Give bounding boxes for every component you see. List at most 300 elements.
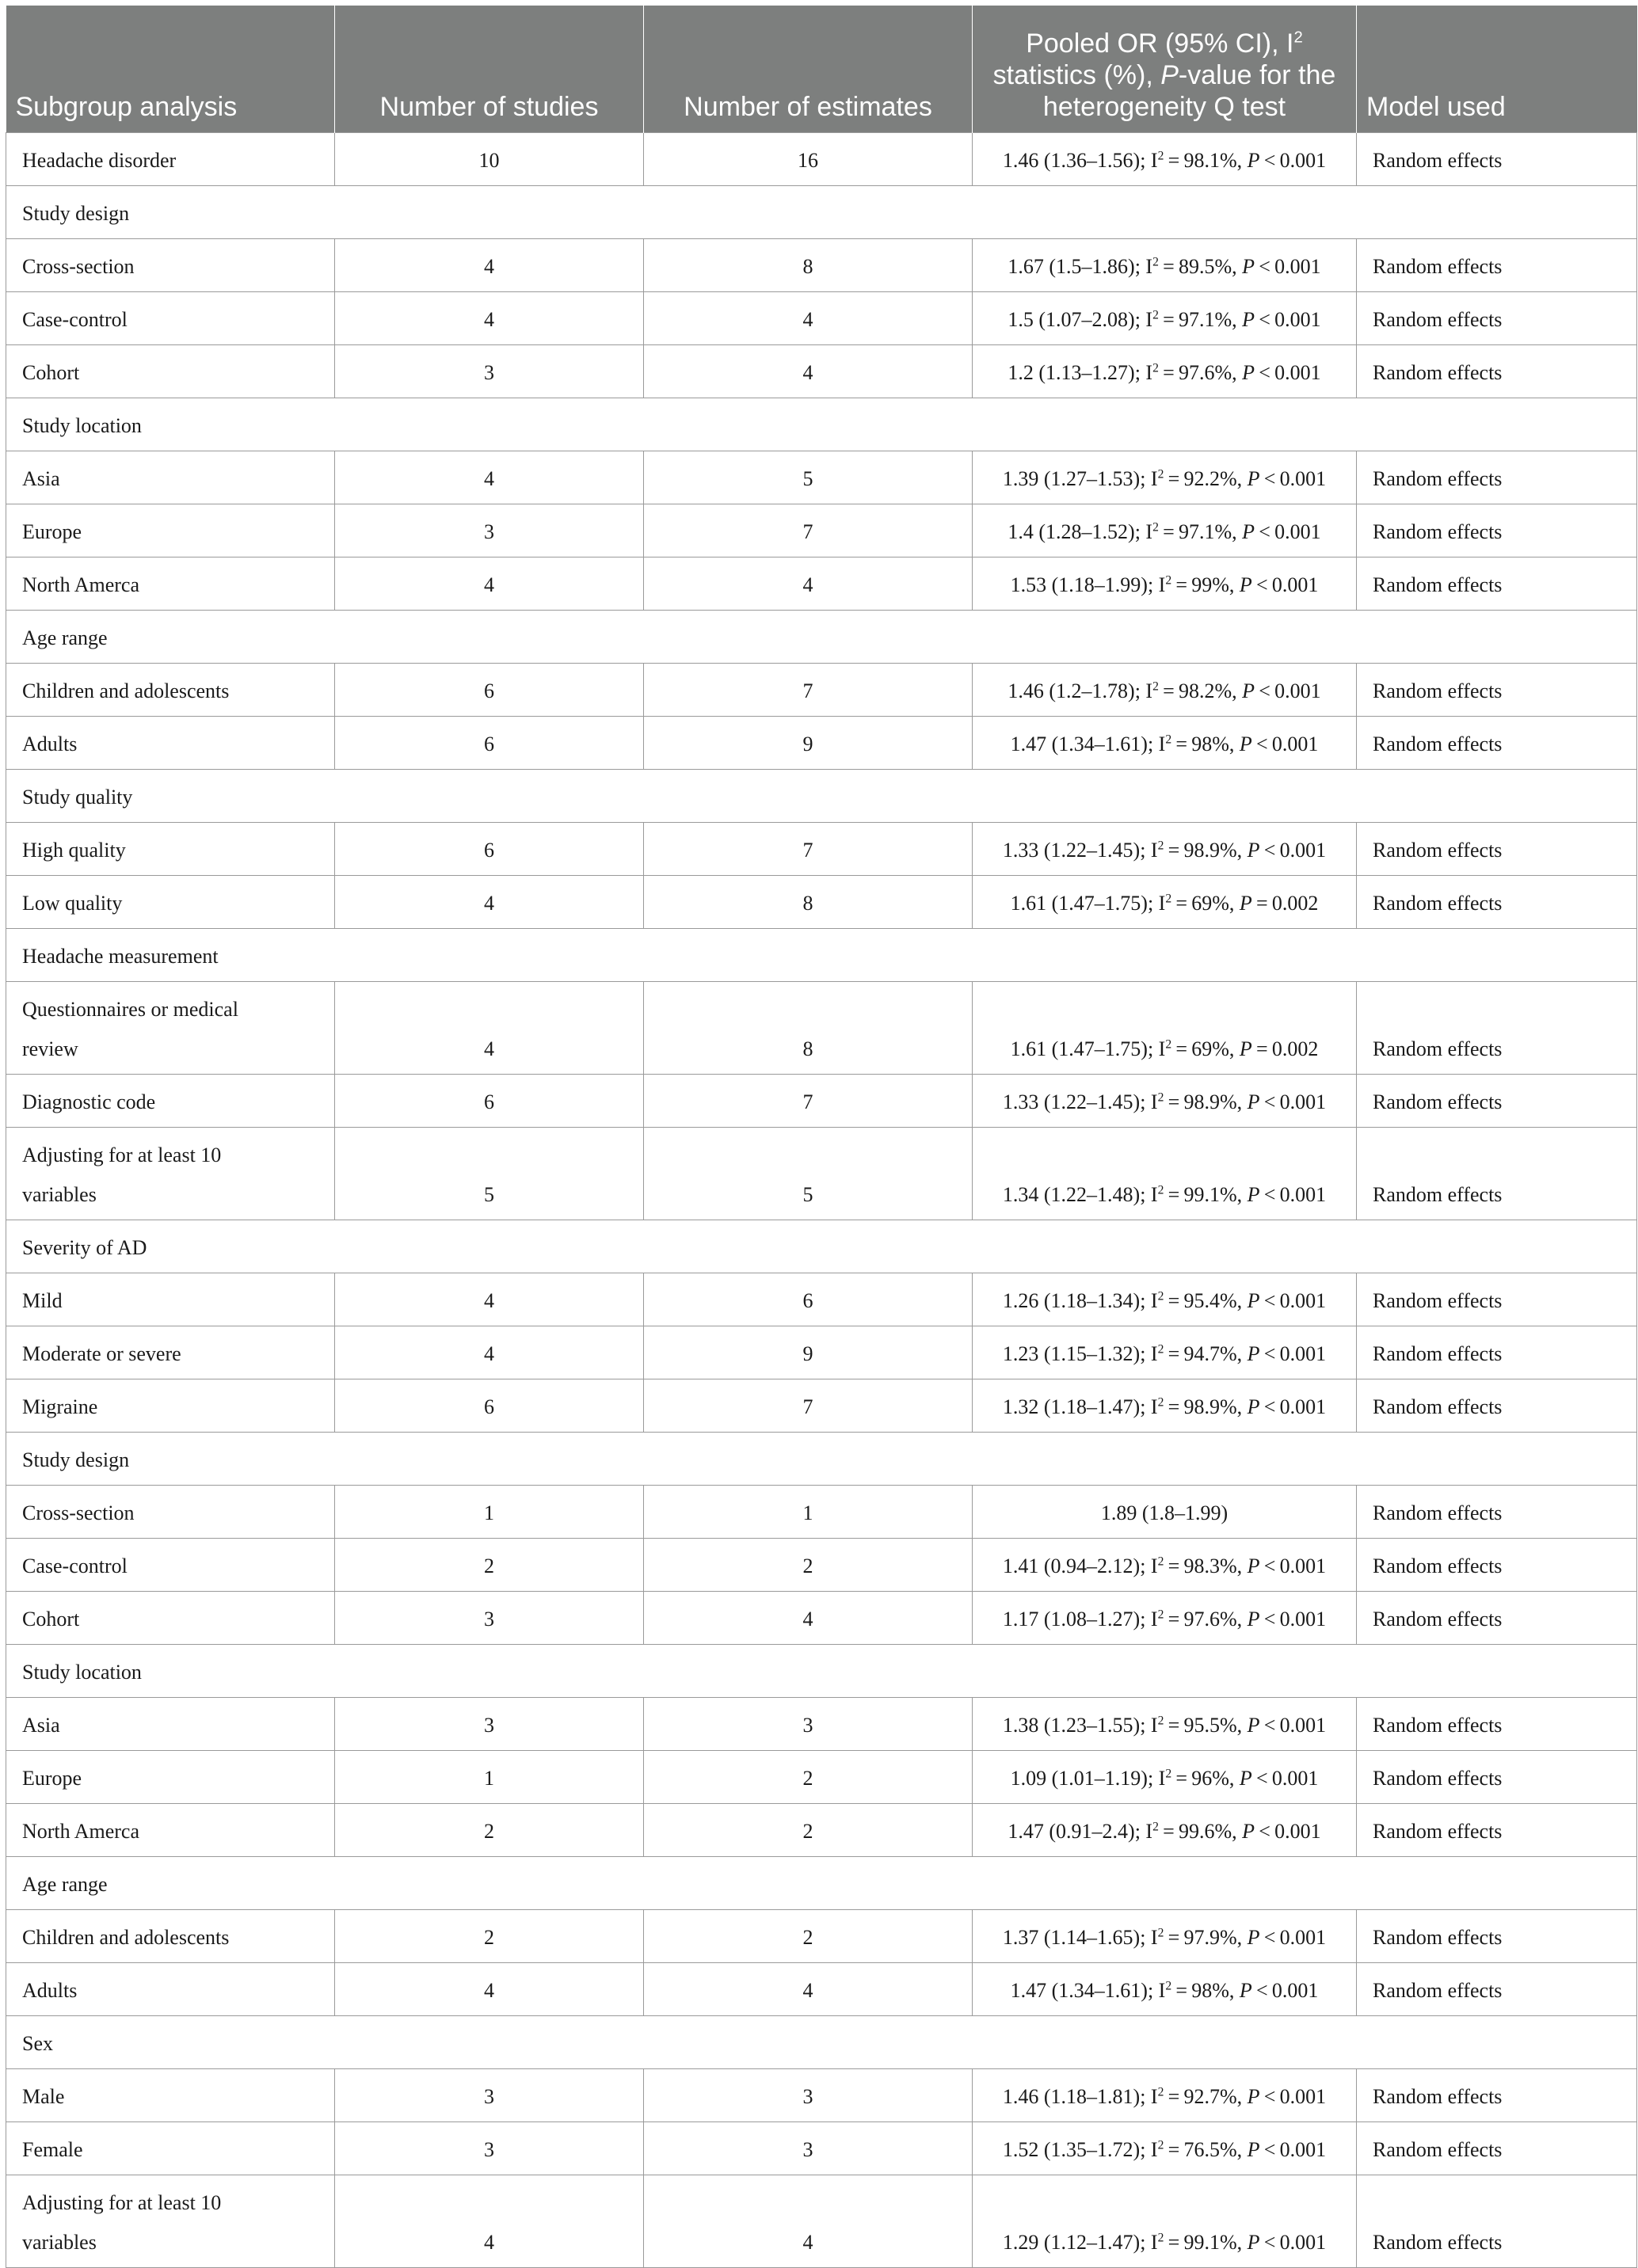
p-value: 0.001 [1279,1608,1327,1631]
i2-value: 98% [1191,733,1229,755]
model-used-cell: Random effects [1357,557,1637,611]
pooled-or-cell: 1.37 (1.14–1.65); $I^2 = 97.9\%$, P < 0.001 [973,1910,1357,1963]
section-label: Headache measurement [6,929,1637,982]
model-used-cell: Random effects [1357,1379,1637,1433]
pooled-or-cell: 1.46 (1.2–1.78); $I^2 = 98.2\%$, P < 0.001 [973,664,1357,717]
table-body [6,133,1637,2268]
number-of-estimates-cell: 8 [644,239,973,292]
number-of-estimates-cell: 4 [644,2175,973,2268]
pooled-or-value: 1.37 (1.14–1.65) [1002,1926,1141,1949]
table-row [6,2122,1637,2175]
subgroup-label: Cohort [6,345,335,398]
model-used-cell: Random effects [1357,239,1637,292]
section-header-row [6,186,1637,239]
pooled-or-cell: 1.2 (1.13–1.27); $I^2 = 97.6\%$, P < 0.001 [973,345,1357,398]
subgroup-label: Case-control [6,1539,335,1592]
subgroup-label: Male [6,2069,335,2122]
pooled-or-value: 1.26 (1.18–1.34) [1002,1289,1141,1312]
i2-value: 98.9% [1183,1395,1237,1418]
pooled-or-value: 1.41 (0.94–2.12) [1002,1554,1141,1577]
table-row [6,1379,1637,1433]
i2-value: 97.6% [1178,361,1232,384]
pooled-or-value: 1.47 (1.34–1.61) [1010,733,1148,755]
number-of-studies-cell: 4 [335,1273,644,1326]
table-row [6,239,1637,292]
header-model-used: Model used [1357,6,1637,133]
section-header-row [6,770,1637,823]
pooled-or-value: 1.46 (1.18–1.81) [1002,2085,1141,2108]
section-label: Severity of AD [6,1220,1637,1273]
section-header-row [6,929,1637,982]
number-of-estimates-cell: 4 [644,292,973,345]
i2-value: 97.6% [1183,1608,1237,1631]
subgroup-label: Mild [6,1273,335,1326]
subgroup-label: Cohort [6,1592,335,1645]
pooled-or-value: 1.33 (1.22–1.45) [1002,839,1141,862]
number-of-estimates-cell: 6 [644,1273,973,1326]
number-of-studies-cell: 4 [335,1963,644,2016]
subgroup-label: Headache disorder [6,133,335,186]
number-of-studies-cell: 1 [335,1486,644,1539]
table-header [6,6,1637,133]
subgroup-label-line: variables [22,2231,97,2254]
number-of-studies-cell: 4 [335,239,644,292]
number-of-studies-cell: 3 [335,504,644,557]
p-value: 0.001 [1279,2231,1327,2254]
p-operator: < [1263,1395,1276,1418]
p-value: 0.001 [1279,2085,1327,2108]
pooled-or-value: 1.61 (1.47–1.75) [1010,892,1148,915]
number-of-estimates-cell: 8 [644,982,973,1075]
number-of-studies-cell: 10 [335,133,644,186]
i2-value: 98% [1191,1979,1229,2002]
p-value: 0.001 [1279,1289,1327,1312]
model-used-cell: Random effects [1357,823,1637,876]
pooled-or-value: 1.61 (1.47–1.75) [1010,1037,1148,1060]
model-used-cell: Random effects [1357,1963,1637,2016]
number-of-estimates-cell: 9 [644,1326,973,1379]
p-operator: < [1263,149,1276,172]
number-of-studies-cell: 2 [335,1910,644,1963]
header-pooled-or [973,6,1357,133]
header-pooled-or-part3: -value for the heterogeneity Q test [1042,60,1336,122]
subgroup-label [6,2175,335,2268]
number-of-estimates-cell: 3 [644,1698,973,1751]
header-number-of-studies: Number of studies [335,6,644,133]
section-label: Study design [6,186,1637,239]
table-row [6,1804,1637,1857]
model-used-cell: Random effects [1357,1075,1637,1128]
p-value: 0.001 [1279,1395,1327,1418]
number-of-estimates-cell: 2 [644,1539,973,1592]
table-row [6,345,1637,398]
subgroup-label: Female [6,2122,335,2175]
number-of-studies-cell: 6 [335,1379,644,1433]
i2-value: 99.1% [1183,2231,1237,2254]
number-of-estimates-cell: 7 [644,664,973,717]
subgroup-label-line: Adjusting for at least 10 [22,2191,222,2214]
number-of-estimates-cell: 7 [644,823,973,876]
subgroup-label: Children and adolescents [6,664,335,717]
pooled-or-cell: 1.39 (1.27–1.53); $I^2 = 92.2\%$, P < 0.001 [973,451,1357,504]
pooled-or-cell: 1.33 (1.22–1.45); $I^2 = 98.9\%$, P < 0.001 [973,823,1357,876]
p-value: 0.001 [1274,679,1321,702]
i2-value: 95.5% [1183,1714,1237,1737]
section-label: Study location [6,1645,1637,1698]
number-of-estimates-cell: 8 [644,876,973,929]
number-of-studies-cell: 4 [335,876,644,929]
pooled-or-cell: 1.26 (1.18–1.34); $I^2 = 95.4\%$, P < 0.001 [973,1273,1357,1326]
table-row [6,557,1637,611]
table-row [6,133,1637,186]
section-header-row [6,2016,1637,2069]
section-label: Study design [6,1433,1637,1486]
pooled-or-cell: 1.61 (1.47–1.75); $I^2 = 69\%$, P = 0.002 [973,876,1357,929]
number-of-studies-cell: 5 [335,1128,644,1220]
pooled-or-cell: 1.33 (1.22–1.45); $I^2 = 98.9\%$, P < 0.001 [973,1075,1357,1128]
pooled-or-value: 1.23 (1.15–1.32) [1002,1342,1141,1365]
section-header-row [6,1433,1637,1486]
number-of-estimates-cell: 4 [644,345,973,398]
section-header-row [6,1857,1637,1910]
number-of-studies-cell: 2 [335,1804,644,1857]
number-of-studies-cell: 6 [335,1075,644,1128]
p-operator: < [1259,679,1270,702]
p-operator: < [1263,1714,1276,1737]
pooled-or-value: 1.32 (1.18–1.47) [1002,1395,1141,1418]
i2-value: 97.1% [1178,308,1232,331]
p-value: 0.001 [1279,1714,1327,1737]
section-label: Sex [6,2016,1637,2069]
pooled-or-cell: 1.47 (0.91–2.4); $I^2 = 99.6\%$, P < 0.001 [973,1804,1357,1857]
model-used-cell: Random effects [1357,504,1637,557]
subgroup-label: Cross-section [6,1486,335,1539]
number-of-studies-cell: 4 [335,451,644,504]
p-operator: < [1263,2231,1276,2254]
number-of-studies-cell: 3 [335,1592,644,1645]
table-row [6,876,1637,929]
i2-value: 96% [1191,1767,1229,1790]
table-row [6,451,1637,504]
p-value: 0.001 [1274,255,1321,278]
number-of-studies-cell: 6 [335,664,644,717]
number-of-estimates-cell: 2 [644,1751,973,1804]
table-row [6,664,1637,717]
table-row [6,1751,1637,1804]
i2-value: 76.5% [1183,2138,1237,2161]
model-used-cell: Random effects [1357,1486,1637,1539]
p-operator: < [1263,839,1276,862]
number-of-studies-cell: 4 [335,557,644,611]
number-of-studies-cell: 3 [335,345,644,398]
section-header-row [6,1220,1637,1273]
i2-value: 99.6% [1178,1820,1232,1843]
table-row [6,1486,1637,1539]
number-of-estimates-cell: 1 [644,1486,973,1539]
number-of-estimates-cell: 4 [644,1592,973,1645]
table-row [6,1273,1637,1326]
p-operator: < [1263,1090,1276,1113]
number-of-estimates-cell: 5 [644,451,973,504]
table-row [6,823,1637,876]
subgroup-label: Case-control [6,292,335,345]
pooled-or-value: 1.5 (1.07–2.08) [1008,308,1135,331]
model-used-cell: Random effects [1357,664,1637,717]
section-header-row [6,611,1637,664]
p-operator: < [1263,1554,1276,1577]
pooled-or-cell: 1.67 (1.5–1.86); $I^2 = 89.5\%$, P < 0.001 [973,239,1357,292]
i2-value: 98.2% [1178,679,1232,702]
number-of-studies-cell: 2 [335,1539,644,1592]
pooled-or-value: 1.29 (1.12–1.47) [1002,2231,1141,2254]
i2-value: 89.5% [1178,255,1232,278]
number-of-estimates-cell: 2 [644,1804,973,1857]
p-operator: < [1263,1342,1276,1365]
pooled-or-value: 1.46 (1.36–1.56) [1002,149,1141,172]
pooled-or-cell: 1.38 (1.23–1.55); $I^2 = 95.5\%$, P < 0.001 [973,1698,1357,1751]
header-pooled-or-part2: statistics (%), [992,60,1161,90]
subgroup-label [6,1128,335,1220]
model-used-cell: Random effects [1357,982,1637,1075]
table-row [6,1963,1637,2016]
pooled-or-value: 1.38 (1.23–1.55) [1002,1714,1141,1737]
pooled-or-value: 1.17 (1.08–1.27) [1002,1608,1141,1631]
number-of-estimates-cell: 9 [644,717,973,770]
number-of-studies-cell: 4 [335,1326,644,1379]
subgroup-label: Adults [6,1963,335,2016]
subgroup-label-line: Adjusting for at least 10 [22,1144,222,1166]
p-operator: < [1255,573,1268,596]
subgroup-label-line: review [22,1037,78,1060]
number-of-estimates-cell: 7 [644,1075,973,1128]
number-of-estimates-cell: 3 [644,2069,973,2122]
pooled-or-cell: 1.32 (1.18–1.47); $I^2 = 98.9\%$, P < 0.001 [973,1379,1357,1433]
number-of-studies-cell: 6 [335,823,644,876]
subgroup-label: Diagnostic code [6,1075,335,1128]
number-of-estimates-cell: 3 [644,2122,973,2175]
p-value: 0.001 [1279,1090,1327,1113]
table-row [6,1075,1637,1128]
model-used-cell: Random effects [1357,1910,1637,1963]
pooled-or-cell: 1.41 (0.94–2.12); $I^2 = 98.3\%$, P < 0.001 [973,1539,1357,1592]
p-value: 0.001 [1279,839,1327,862]
p-value: 0.001 [1274,361,1321,384]
model-used-cell: Random effects [1357,133,1637,186]
number-of-estimates-cell: 7 [644,504,973,557]
pooled-or-value: 1.53 (1.18–1.99) [1010,573,1148,596]
i2-value: 98.9% [1183,1090,1237,1113]
p-operator: < [1255,1767,1268,1790]
number-of-studies-cell: 3 [335,2069,644,2122]
pooled-or-value: 1.34 (1.22–1.48) [1002,1183,1141,1206]
i2-value: 99.1% [1183,1183,1237,1206]
p-operator: < [1263,1183,1276,1206]
pooled-or-value: 1.39 (1.27–1.53) [1002,467,1141,490]
pooled-or-value: 1.47 (1.34–1.61) [1010,1979,1148,2002]
i2-value: 92.7% [1183,2085,1237,2108]
pooled-or-cell: 1.34 (1.22–1.48); $I^2 = 99.1\%$, P < 0.001 [973,1128,1357,1220]
model-used-cell: Random effects [1357,2122,1637,2175]
model-used-cell: Random effects [1357,1539,1637,1592]
p-value: 0.001 [1271,1767,1319,1790]
header-number-of-estimates: Number of estimates [644,6,973,133]
table-row [6,717,1637,770]
subgroup-label-line: Questionnaires or medical [22,998,238,1021]
subgroup-label: Europe [6,504,335,557]
pooled-or-cell: 1.29 (1.12–1.47); $I^2 = 99.1\%$, P < 0.001 [973,2175,1357,2268]
p-operator: < [1263,1926,1276,1949]
p-value: 0.001 [1274,1820,1321,1843]
subgroup-label: Europe [6,1751,335,1804]
section-header-row [6,398,1637,451]
table-row [6,1592,1637,1645]
subgroup-label: Low quality [6,876,335,929]
pooled-or-value: 1.09 (1.01–1.19) [1010,1767,1148,1790]
number-of-studies-cell: 3 [335,1698,644,1751]
table-row [6,982,1637,1075]
number-of-estimates-cell: 7 [644,1379,973,1433]
subgroup-label: Migraine [6,1379,335,1433]
table-row [6,292,1637,345]
section-label: Study quality [6,770,1637,823]
header-pooled-or-p: P [1160,60,1179,90]
section-label: Age range [6,1857,1637,1910]
subgroup-label: Children and adolescents [6,1910,335,1963]
subgroup-label: North Amerca [6,557,335,611]
pooled-or-cell: 1.53 (1.18–1.99); $I^2 = 99\%$, P < 0.001 [973,557,1357,611]
subgroup-label [6,982,335,1075]
number-of-estimates-cell: 4 [644,1963,973,2016]
number-of-studies-cell: 4 [335,2175,644,2268]
p-operator: = [1255,1037,1268,1060]
i2-value: 98.1% [1183,149,1237,172]
model-used-cell: Random effects [1357,717,1637,770]
model-used-cell: Random effects [1357,1273,1637,1326]
table-row [6,504,1637,557]
p-operator: < [1263,1289,1276,1312]
subgroup-label: High quality [6,823,335,876]
table-row [6,1698,1637,1751]
number-of-estimates-cell: 2 [644,1910,973,1963]
p-operator: < [1263,2138,1276,2161]
table-row [6,1539,1637,1592]
model-used-cell: Random effects [1357,2069,1637,2122]
pooled-or-cell: 1.61 (1.47–1.75); $I^2 = 69\%$, P = 0.002 [973,982,1357,1075]
model-used-cell: Random effects [1357,345,1637,398]
p-value: 0.001 [1279,467,1327,490]
i2-value: 94.7% [1183,1342,1237,1365]
pooled-or-value: 1.67 (1.5–1.86) [1008,255,1135,278]
i2-value: 97.1% [1178,520,1232,543]
section-label: Age range [6,611,1637,664]
model-used-cell: Random effects [1357,1592,1637,1645]
table-row [6,1128,1637,1220]
pooled-or-cell: 1.4 (1.28–1.52); $I^2 = 97.1\%$, P < 0.001 [973,504,1357,557]
pooled-or-value: 1.47 (0.91–2.4) [1008,1820,1135,1843]
p-value: 0.001 [1279,1926,1327,1949]
model-used-cell: Random effects [1357,1326,1637,1379]
p-operator: < [1259,308,1270,331]
p-value: 0.002 [1271,892,1319,915]
p-operator: < [1259,520,1270,543]
pooled-or-cell: 1.47 (1.34–1.61); $I^2 = 98\%$, P < 0.001 [973,717,1357,770]
p-operator: < [1255,733,1268,755]
p-value: 0.001 [1279,149,1327,172]
pooled-or-cell: 1.09 (1.01–1.19); $I^2 = 96\%$, P < 0.001 [973,1751,1357,1804]
subgroup-label: Asia [6,451,335,504]
pooled-or-value: 1.33 (1.22–1.45) [1002,1090,1141,1113]
pooled-or-cell: 1.47 (1.34–1.61); $I^2 = 98\%$, P < 0.001 [973,1963,1357,2016]
model-used-cell: Random effects [1357,1751,1637,1804]
p-value: 0.001 [1274,520,1321,543]
pooled-or-cell: 1.23 (1.15–1.32); $I^2 = 94.7\%$, P < 0.001 [973,1326,1357,1379]
model-used-cell: Random effects [1357,1698,1637,1751]
model-used-cell: Random effects [1357,292,1637,345]
pooled-or-cell: 1.46 (1.36–1.56); $I^2 = 98.1\%$, P < 0.001 [973,133,1357,186]
pooled-or-cell: 1.5 (1.07–2.08); $I^2 = 97.1\%$, P < 0.001 [973,292,1357,345]
table-row [6,1326,1637,1379]
i2-value: 92.2% [1183,467,1237,490]
pooled-or-value: 1.52 (1.35–1.72) [1002,2138,1141,2161]
number-of-studies-cell: 3 [335,2122,644,2175]
pooled-or-cell [973,1486,1357,1539]
p-operator: < [1259,1820,1270,1843]
p-value: 0.001 [1271,733,1319,755]
pooled-or-cell: 1.17 (1.08–1.27); $I^2 = 97.6\%$, P < 0.001 [973,1592,1357,1645]
subgroup-label: Asia [6,1698,335,1751]
subgroup-label: North Amerca [6,1804,335,1857]
p-value: 0.001 [1271,1979,1319,2002]
header-subgroup-analysis: Subgroup analysis [6,6,335,133]
subgroup-label: Adults [6,717,335,770]
table-row [6,2175,1637,2268]
p-operator: < [1263,1608,1276,1631]
number-of-estimates-cell: 5 [644,1128,973,1220]
number-of-studies-cell: 4 [335,982,644,1075]
section-header-row [6,1645,1637,1698]
model-used-cell: Random effects [1357,1804,1637,1857]
table-row [6,2069,1637,2122]
number-of-estimates-cell: 16 [644,133,973,186]
header-row [6,6,1637,133]
header-pooled-or-part1: Pooled OR (95% CI), I [1026,29,1294,59]
p-operator: = [1255,892,1268,915]
i2-value: 98.3% [1183,1554,1237,1577]
p-value: 0.001 [1279,1342,1327,1365]
i2-value: 95.4% [1183,1289,1237,1312]
p-value: 0.001 [1274,308,1321,331]
model-used-cell: Random effects [1357,2175,1637,2268]
p-value: 0.001 [1271,573,1319,596]
number-of-studies-cell: 4 [335,292,644,345]
pooled-or-value: 1.4 (1.28–1.52) [1008,520,1135,543]
subgroup-label: Cross-section [6,239,335,292]
p-value: 0.002 [1271,1037,1319,1060]
p-value: 0.001 [1279,2138,1327,2161]
p-value: 0.001 [1279,1554,1327,1577]
subgroup-analysis-table [6,6,1637,2268]
p-operator: < [1263,467,1276,490]
p-operator: < [1263,2085,1276,2108]
number-of-estimates-cell: 4 [644,557,973,611]
i2-value: 69% [1191,1037,1229,1060]
model-used-cell: Random effects [1357,876,1637,929]
p-operator: < [1259,255,1270,278]
header-pooled-or-sup: 2 [1293,29,1303,47]
subgroup-label-line: variables [22,1183,97,1206]
i2-value: 97.9% [1183,1926,1237,1949]
pooled-or-value: 1.2 (1.13–1.27) [1008,361,1135,384]
